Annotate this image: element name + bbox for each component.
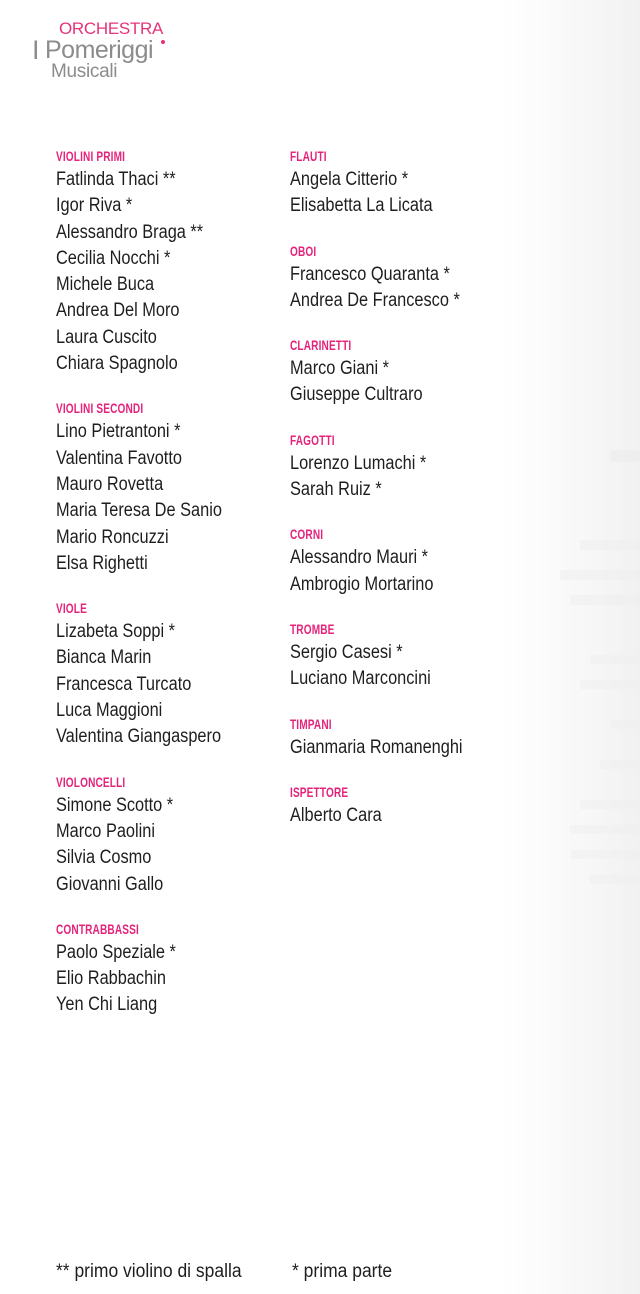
section-violini-primi — [56, 147, 326, 377]
member-name: Silvia Cosmo — [56, 847, 152, 869]
member-name: Paolo Speziale * — [56, 941, 176, 963]
member-name: Elisabetta La Licata — [290, 195, 433, 217]
member-name: Chiara Spagnolo — [56, 353, 178, 375]
logo-initial: I — [32, 35, 40, 65]
member-name: Andrea De Francesco * — [290, 289, 460, 311]
member-name: Fatlinda Thaci ** — [56, 169, 176, 190]
footnotes — [56, 1260, 393, 1284]
section-title: CLARINETTI — [290, 337, 352, 354]
section-flauti — [290, 147, 560, 220]
right-roster-column — [290, 147, 560, 851]
member-name: Angela Citterio * — [290, 169, 409, 190]
member-name: Elsa Righetti — [56, 552, 148, 574]
orchestra-logo — [32, 20, 182, 92]
section-clarinetti — [290, 336, 560, 409]
footnote-concertmaster: ** primo violino di spalla — [56, 1261, 242, 1282]
member-name: Giuseppe Cultraro — [290, 384, 423, 406]
section-title: FAGOTTI — [290, 431, 335, 448]
logo-line-pomeriggi: Pomeriggi — [45, 36, 154, 64]
member-name: Alessandro Mauri * — [290, 547, 429, 569]
member-name: Ambrogio Mortarino — [290, 573, 434, 595]
member-name: Giovanni Gallo — [56, 873, 164, 895]
member-name: Maria Teresa De Sanio — [56, 500, 222, 522]
section-title: VIOLE — [56, 600, 87, 617]
member-name: Igor Riva * — [56, 195, 133, 217]
logo-line-musicali: Musicali — [51, 61, 118, 82]
section-contrabbassi — [56, 920, 326, 1019]
section-trombe — [290, 620, 560, 693]
section-fagotti — [290, 431, 560, 504]
member-name: Marco Paolini — [56, 820, 155, 842]
member-name: Lizabeta Soppi * — [56, 621, 176, 643]
member-name: Elio Rabbachin — [56, 968, 166, 990]
member-name: Gianmaria Romanenghi — [290, 736, 463, 758]
section-title: VIOLINI PRIMI — [56, 148, 126, 164]
member-name: Francesco Quaranta * — [290, 263, 450, 285]
section-title: VIOLONCELLI — [56, 773, 126, 790]
member-name: Francesca Turcato — [56, 673, 192, 695]
member-name: Marco Giani * — [290, 358, 389, 380]
section-corni — [290, 525, 560, 598]
member-name: Sergio Casesi * — [290, 641, 403, 663]
section-title: CORNI — [290, 526, 324, 543]
member-name: Lorenzo Lumachi * — [290, 452, 427, 474]
section-oboi — [290, 242, 560, 315]
member-name: Alessandro Braga ** — [56, 221, 204, 243]
section-title: VIOLINI SECONDI — [56, 400, 144, 417]
footnote-principal: * prima parte — [292, 1261, 393, 1282]
section-title: TIMPANI — [290, 715, 332, 732]
member-name: Yen Chi Liang — [56, 994, 158, 1016]
section-ispettore — [290, 783, 560, 829]
section-violini-secondi — [56, 399, 326, 577]
member-name: Lino Pietrantoni * — [56, 421, 181, 443]
member-name: Simone Scotto * — [56, 794, 174, 816]
member-name: Cecilia Nocchi * — [56, 247, 171, 269]
member-name: Michele Buca — [56, 274, 155, 296]
member-name: Bianca Marin — [56, 647, 152, 669]
member-name: Alberto Cara — [290, 804, 382, 826]
member-name: Laura Cuscito — [56, 326, 157, 348]
logo-dot — [161, 40, 165, 44]
member-name: Luca Maggioni — [56, 700, 163, 722]
member-name: Mauro Rovetta — [56, 473, 164, 495]
section-title: FLAUTI — [290, 148, 327, 164]
left-roster-column — [56, 147, 326, 1041]
member-name: Andrea Del Moro — [56, 300, 180, 322]
section-title: TROMBE — [290, 620, 335, 637]
section-title: OBOI — [290, 242, 317, 259]
section-violoncelli — [56, 773, 326, 898]
member-name: Sarah Ruiz * — [290, 479, 382, 501]
section-title: ISPETTORE — [290, 783, 349, 800]
section-title: CONTRABBASSI — [56, 920, 139, 937]
member-name: Luciano Marconcini — [290, 668, 431, 690]
section-timpani — [290, 715, 560, 761]
member-name: Mario Roncuzzi — [56, 526, 169, 548]
member-name: Valentina Favotto — [56, 447, 182, 469]
section-viole — [56, 599, 326, 750]
member-name: Valentina Giangaspero — [56, 726, 222, 748]
logo-line-orchestra: ORCHESTRA — [59, 19, 164, 38]
